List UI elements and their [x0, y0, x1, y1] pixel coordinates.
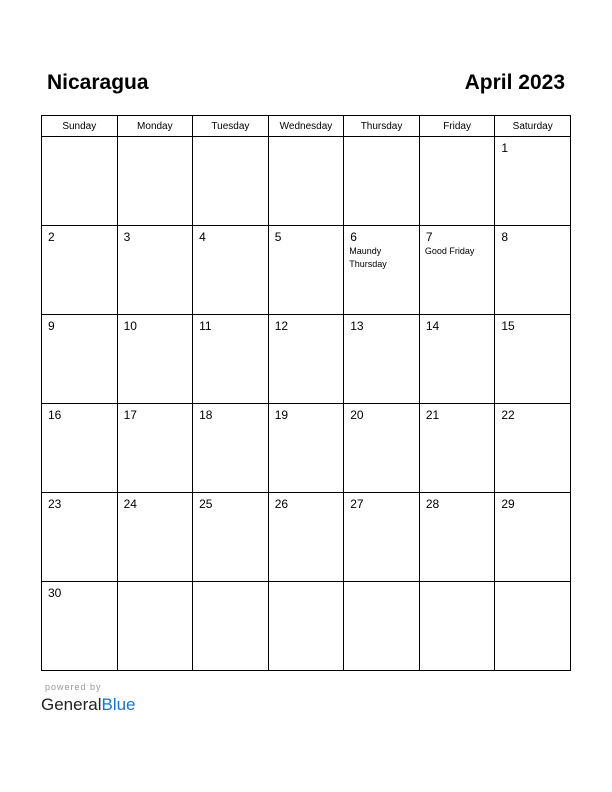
day-number: 7: [425, 230, 433, 244]
weekday-header: Sunday: [42, 116, 118, 137]
holiday-label: [42, 600, 117, 601]
day-number: 9: [48, 319, 55, 333]
holiday-label: [495, 333, 570, 334]
holiday-label: Good Friday: [424, 246, 475, 256]
holiday-label: [344, 422, 419, 423]
day-cell: [117, 404, 193, 493]
day-number: 8: [501, 230, 509, 244]
holiday-label: [344, 141, 419, 142]
holiday-label: [495, 155, 570, 156]
day-cell: [193, 226, 269, 315]
weekday-header: Thursday: [344, 116, 420, 137]
week-row: [42, 582, 571, 671]
day-cell: [268, 226, 344, 315]
day-cell: [193, 582, 269, 671]
country-title: Nicaragua: [47, 71, 149, 94]
day-cell: [344, 493, 420, 582]
week-row: [42, 137, 571, 226]
day-number: 2: [48, 230, 55, 244]
weekday-header: Tuesday: [193, 116, 269, 137]
day-cell: [495, 315, 571, 404]
day-cell: [344, 226, 420, 315]
day-cell: [193, 315, 269, 404]
day-cell: [193, 404, 269, 493]
holiday-label: [344, 511, 419, 512]
day-number: 4: [199, 230, 206, 244]
day-cell: [419, 404, 495, 493]
holiday-label: [118, 141, 193, 142]
holiday-label: [495, 586, 570, 587]
day-cell: [42, 137, 118, 226]
generalblue-logo[interactable]: [41, 695, 136, 715]
day-cell: [495, 137, 571, 226]
holiday-label: [193, 333, 268, 334]
day-cell: [419, 315, 495, 404]
day-number: 26: [274, 497, 289, 511]
holiday-label: [118, 333, 193, 334]
day-cell: [193, 493, 269, 582]
day-number: 12: [274, 319, 289, 333]
day-number: 5: [274, 230, 282, 244]
holiday-label: [420, 141, 495, 142]
week-row: [42, 493, 571, 582]
day-cell: [268, 315, 344, 404]
holiday-label: [269, 511, 344, 512]
day-cell: [268, 582, 344, 671]
day-cell: [495, 582, 571, 671]
day-cell: [495, 226, 571, 315]
week-row: [42, 404, 571, 493]
day-cell: [495, 404, 571, 493]
day-cell: [117, 493, 193, 582]
day-cell: [268, 493, 344, 582]
holiday-label: [420, 422, 495, 423]
day-cell: [419, 226, 495, 315]
holiday-label: [118, 244, 193, 245]
day-cell: [344, 404, 420, 493]
holiday-label: Maundy Thursday: [349, 246, 387, 269]
holiday-label: [269, 422, 344, 423]
day-number: 19: [274, 408, 289, 422]
day-cell: [117, 226, 193, 315]
day-number: 20: [350, 408, 364, 422]
holiday-label: [344, 333, 419, 334]
holiday-label: [269, 333, 344, 334]
weekday-header: Saturday: [495, 116, 571, 137]
holiday-label: [42, 244, 117, 245]
powered-by-text: powered by: [45, 682, 102, 692]
day-number: 6: [350, 230, 357, 244]
week-row: [42, 315, 571, 404]
month-year-title: April 2023: [464, 71, 565, 94]
day-cell: [42, 315, 118, 404]
holiday-label: [42, 422, 117, 423]
day-number: 28: [425, 497, 440, 511]
day-cell: [193, 137, 269, 226]
holiday-label: [193, 511, 268, 512]
day-cell: [42, 226, 118, 315]
holiday-label: [193, 141, 268, 142]
weekday-header: Wednesday: [268, 116, 344, 137]
day-cell: [419, 137, 495, 226]
day-cell: [42, 493, 118, 582]
day-cell: [117, 315, 193, 404]
day-cell: [344, 137, 420, 226]
day-number: 25: [199, 497, 213, 511]
day-number: 21: [425, 408, 440, 422]
holiday-label: [118, 586, 193, 587]
holiday-label: [344, 586, 419, 587]
calendar-grid: [41, 115, 571, 671]
day-number: 13: [350, 319, 364, 333]
holiday-label: [42, 333, 117, 334]
holiday-label: [42, 141, 117, 142]
day-number: 18: [199, 408, 213, 422]
day-number: 10: [123, 319, 137, 333]
holiday-label: [495, 422, 570, 423]
brand-blue-text: Blue: [101, 695, 136, 714]
day-number: 22: [501, 408, 515, 422]
day-number: 11: [199, 319, 212, 333]
day-number: 23: [48, 497, 62, 511]
day-number: 3: [123, 230, 131, 244]
day-number: 15: [501, 319, 515, 333]
day-number: 30: [48, 586, 62, 600]
day-number: 17: [123, 408, 137, 422]
day-cell: [344, 315, 420, 404]
holiday-label: [193, 422, 268, 423]
day-number: 14: [425, 319, 440, 333]
holiday-label: [42, 511, 117, 512]
weekday-header: Friday: [419, 116, 495, 137]
day-number: 27: [350, 497, 364, 511]
holiday-label: [495, 244, 570, 245]
footer-branding: [41, 682, 136, 715]
week-row: [42, 226, 571, 315]
holiday-label: [420, 586, 495, 587]
day-cell: [344, 582, 420, 671]
day-cell: [419, 582, 495, 671]
holiday-label: [269, 244, 344, 245]
day-cell: [42, 582, 118, 671]
holiday-label: [193, 244, 268, 245]
holiday-label: [118, 422, 193, 423]
day-number: 16: [48, 408, 62, 422]
weekday-header: Monday: [117, 116, 193, 137]
weekday-header-row: [42, 116, 571, 137]
holiday-label: [269, 586, 344, 587]
holiday-label: [193, 586, 268, 587]
day-cell: [117, 582, 193, 671]
day-cell: [495, 493, 571, 582]
day-number: 24: [123, 497, 137, 511]
holiday-label: [118, 511, 193, 512]
holiday-label: [420, 511, 495, 512]
holiday-label: [420, 333, 495, 334]
day-cell: [268, 404, 344, 493]
day-cell: [268, 137, 344, 226]
day-cell: [419, 493, 495, 582]
brand-general-text: General: [41, 695, 102, 714]
holiday-label: [495, 511, 570, 512]
day-cell: [117, 137, 193, 226]
day-number: 1: [501, 141, 509, 155]
holiday-label: [269, 141, 344, 142]
day-number: 29: [501, 497, 515, 511]
day-cell: [42, 404, 118, 493]
